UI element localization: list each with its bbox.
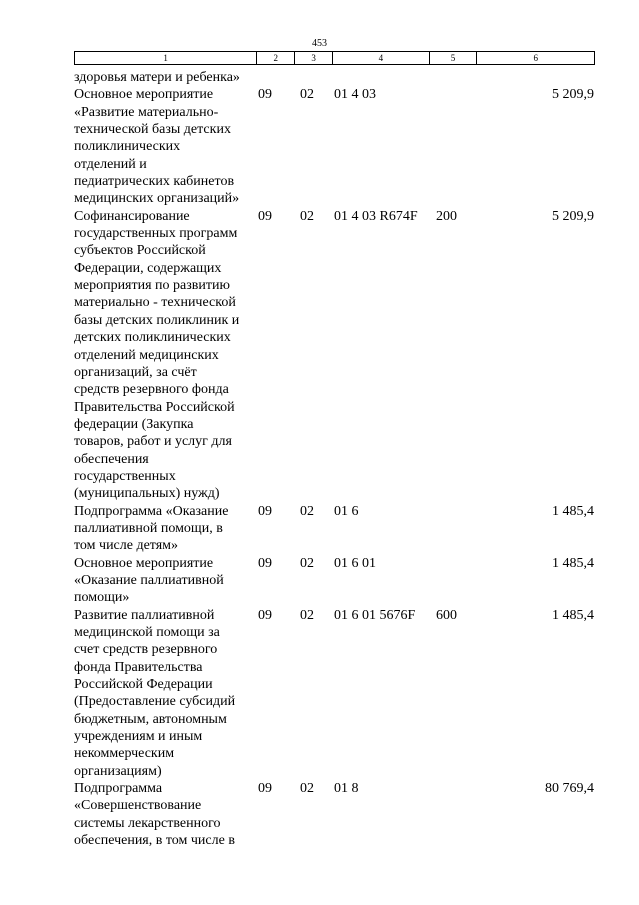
row-section: 09 [258, 555, 272, 571]
row-target-code: 01 4 03 R674F [334, 208, 418, 224]
table-row [74, 555, 595, 607]
table-row [74, 208, 595, 503]
row-name: Основное мероприятие «Оказание паллиативной помощи» [74, 555, 224, 606]
row-section: 09 [258, 208, 272, 224]
header-col-5: 5 [430, 52, 478, 64]
row-amount: 5 209,9 [552, 87, 594, 103]
row-target-code: 01 4 03 [334, 87, 376, 103]
header-col-6: 6 [533, 53, 538, 63]
row-subsection: 02 [300, 555, 314, 571]
row-amount: 1 485,4 [552, 503, 594, 519]
page-number: 453 [312, 38, 327, 49]
row-target-code: 01 6 01 [334, 555, 376, 571]
row-target-code: 01 6 [334, 503, 359, 519]
table-row [74, 780, 595, 849]
table-row [74, 607, 595, 780]
row-subsection: 02 [300, 208, 314, 224]
header-col-1: 1 [75, 52, 257, 64]
row-section [258, 69, 300, 86]
row-subsection [300, 69, 334, 86]
row-target-code: 01 8 [334, 781, 359, 797]
table-row [74, 503, 595, 555]
row-expense-type [436, 503, 494, 555]
row-name: Развитие паллиативной медицинской помощи за счет средств резервного фонда Правительства Российской Федерации (Предоставление субсидий бюджетным, автономным учреждениям и иным некоммерческим организациям) [74, 607, 236, 779]
row-name: Подпрограмма «Совершенствование системы лекарственного обеспечения, в том числе в [74, 781, 235, 849]
row-expense-type [436, 69, 494, 86]
row-section: 09 [258, 781, 272, 797]
row-amount: 1 485,4 [552, 607, 594, 623]
header-col-3: 3 [295, 52, 333, 64]
row-name: здоровья матери и ребенка» [74, 70, 240, 85]
table-row [74, 86, 595, 207]
header-col-2: 2 [257, 52, 295, 64]
row-subsection: 02 [300, 781, 314, 797]
row-name: Софинансирование государственных программ субъектов Российской Федерации, содержащих мероприятия по развитию материально - технической базы детских поликлиник и детских поликлинических отделений медицинских организаций, за счёт средств резервного фонда Правительства Российской федерации (Закупка товаров, работ и услуг для обеспечения государственных (муниципальных) нужд) [74, 208, 240, 502]
row-target-code: 01 6 01 5676F [334, 607, 416, 623]
row-section: 09 [258, 503, 272, 519]
row-name: Подпрограмма «Оказание паллиативной помощи, в том числе детям» [74, 503, 229, 554]
row-expense-type [436, 780, 494, 849]
row-subsection: 02 [300, 87, 314, 103]
row-target-code [334, 69, 436, 86]
row-expense-type [436, 86, 494, 207]
row-amount: 5 209,9 [552, 208, 594, 224]
header-col-4: 4 [333, 52, 430, 64]
table-row [74, 69, 595, 86]
row-expense-type [436, 555, 494, 607]
table-header [74, 51, 595, 65]
row-amount: 1 485,4 [552, 555, 594, 571]
row-section: 09 [258, 87, 272, 103]
row-amount: 80 769,4 [545, 781, 594, 797]
row-section: 09 [258, 607, 272, 623]
row-subsection: 02 [300, 503, 314, 519]
row-amount [494, 69, 595, 86]
row-expense-type: 200 [436, 208, 457, 224]
table-body [74, 69, 595, 849]
row-name: Основное мероприятие «Развитие материально- технической базы детских поликлинических отделений и педиатрических кабинетов медицинских организаций» [74, 87, 240, 207]
row-expense-type: 600 [436, 607, 457, 623]
row-subsection: 02 [300, 607, 314, 623]
